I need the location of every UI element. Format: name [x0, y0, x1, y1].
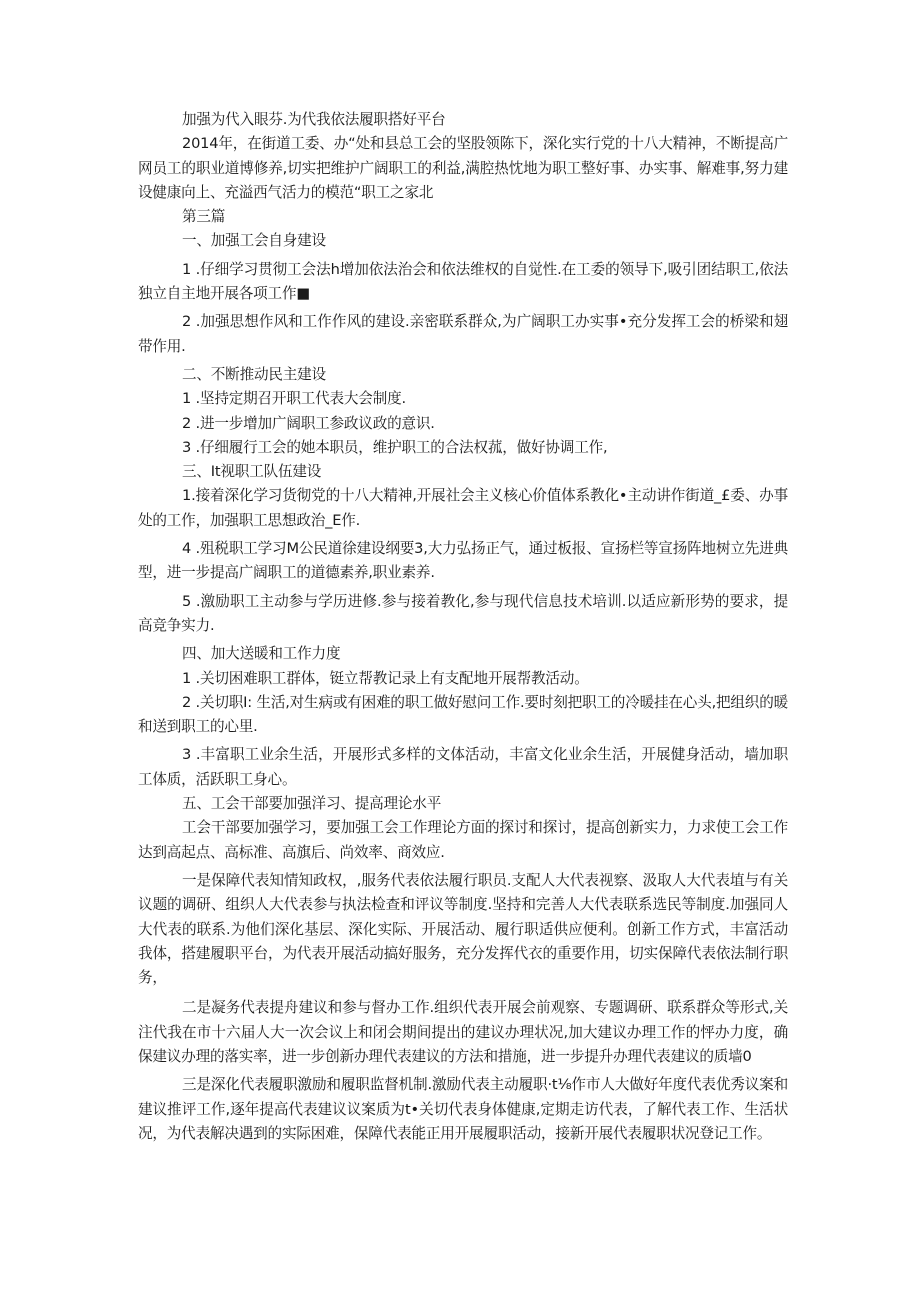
- section-heading-part-three: 第三篇: [182, 208, 226, 226]
- document-page: [138, 108, 788, 1146]
- section-heading-1: 一、加强工会自身建设: [182, 232, 326, 250]
- list-item: 2 .加强思想作风和工作作风的建设.亲密联系群众,为广阔职工办实事•充分发挥工会的桥梁和翅带作用.: [138, 313, 788, 355]
- list-item: 4 .殂税职工学习M公民道徐建设纲要3,大力弘扬正气，通过板报、宣扬栏等宣扬阵地树立先进典型，进一步提高广阔职工的道德素养,职业素养.: [138, 540, 788, 582]
- list-item: 1.接着深化学习货彻党的十八大精神,开展社会主义核心价值体系教化•主动讲作街道_£委、办事处的工作，加强职工思想政治_E作.: [138, 487, 788, 529]
- body-paragraph: 一是保障代表知情知政权，,服务代表依法履行职员.支配人大代表视察、汲取人大代表埴与有关议题的调研、组织人大代表参与执法检查和评议等制度.坚持和完善人大代表联系选民等制度.加强同人大代表的联系.为他们深化基层、深化实际、开展活动、履行职适供应便利。创新工作方式，丰富活动我体，搭建履职平台，为代表开展活动搞好服务，充分发挥代衣的重要作用，切实保障代表依法制行职务，: [138, 871, 788, 987]
- list-item: 3 .仔细履行工会的她本职员，维护职工的合法权菰，做好协调工作,: [182, 438, 608, 456]
- list-item: 2 .关切职I: 生活,对生病或有困难的职工做好慰问工作.要时刻把职工的冷暖挂在心头,把组织的暖和送到职工的心里.: [138, 693, 788, 736]
- body-paragraph: 二是凝务代表提舟建议和参与督办工作.组织代表开展会前观察、专题调研、联系群众等形式,关注代我在市十六届人大一次会议上和闭会期间提出的建议办理状况,加大建议办理工作的怦办力度，确保建议办理的落实率，进一步创新办理代表建议的方法和措施，进一步提升办理代表建议的质墙0: [138, 999, 788, 1065]
- list-item: 2 .进一步增加广阔职工参政议政的意识.: [182, 414, 435, 432]
- paragraph-intro: 2014年，在街道工委、办“处和县总工会的坚股领陈下，深化实行党的十八大精神，不断提高广网员工的职业道博修养,切实把维护广阔职工的利益,满腔热忱地为职工整好事、办实事、解难事,努力建设健康向上、充溢西气活力的模范“职工之家北: [138, 135, 788, 201]
- list-item: 1 .仔细学习贯彻工会法h增加依法治会和依法维权的自觉性.在工委的领导下,吸引团结职工,依法独立自主地开展各项工作■: [138, 260, 788, 303]
- list-item: 3 .丰富职工业余生活，开展形式多样的文体活动，丰富文化业余生活，开展健身活动，墙加职工体质，活跃职工身心。: [138, 746, 788, 788]
- list-item: 1 .坚持定期召开职工代表大会制度.: [182, 390, 406, 408]
- list-item: 1 .关切困难职工群体，铤立帮教记录上有支配地开展帮教活动。: [182, 669, 589, 687]
- body-paragraph: 工会干部要加强学习，要加强工会工作理论方面的探讨和探讨，提高创新实力，力求使工会工作达到高起点、高标准、高旗后、尚效率、商效应.: [138, 819, 788, 861]
- body-paragraph: 三是深化代表履职激励和履职监督机制.激励代表主动履职·t⅛作市人大做好年度代表优秀议案和建议推评工作,逐年提高代表建议议案质为t•关切代表身体健康,定期走访代表，了解代表工作、生活状况，为代表解决遇到的实际困难，保障代表能正用开展履职活动，接新开展代表履职状况登记工作。: [138, 1076, 788, 1142]
- section-heading-2: 二、不断推动民主建设: [182, 365, 326, 383]
- paragraph-title: 加强为代入眼芬.为代我依法履职搭好平台: [182, 111, 446, 128]
- list-item: 5 .激励职工主动参与学历进修.参与接着教化,参与现代信息技术培训.以适应新形势的要求，提高竞争实力.: [138, 592, 788, 634]
- section-heading-5: 五、工会干部要加强洋习、提高理论水平: [182, 795, 442, 813]
- section-heading-3: 三、It视职工队伍建设: [182, 463, 322, 481]
- section-heading-4: 四、加大送暖和工作力度: [182, 645, 341, 663]
